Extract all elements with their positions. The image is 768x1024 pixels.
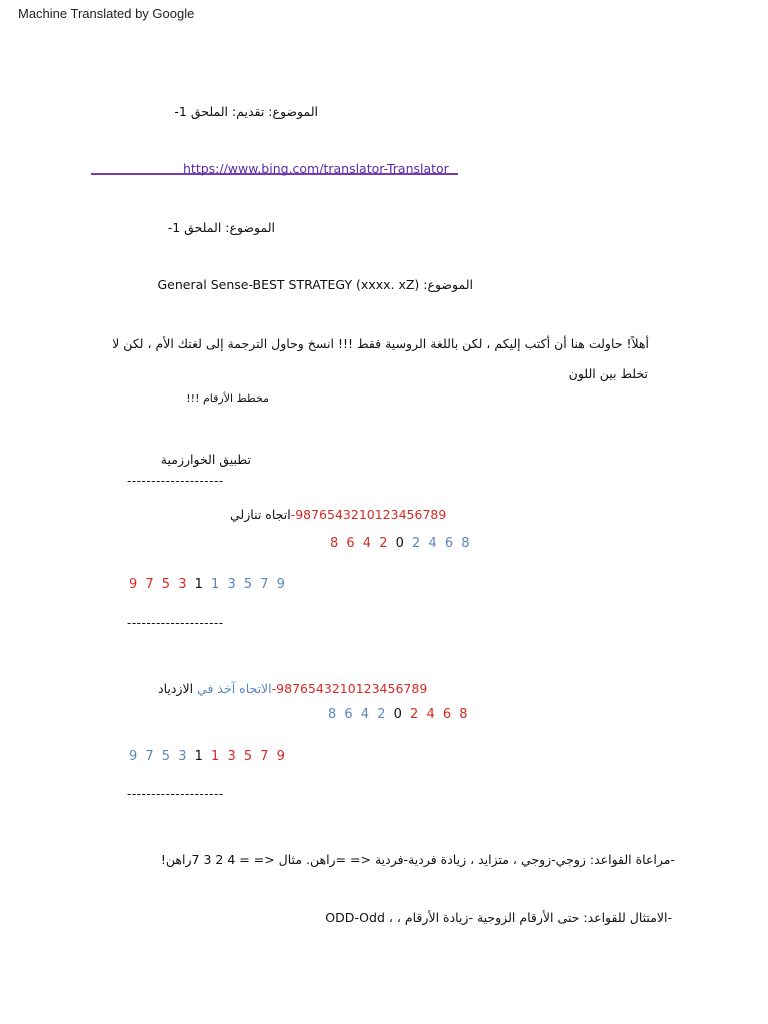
machine-translated-header: Machine Translated by Google — [18, 6, 195, 21]
separator-1: -------------------- — [127, 474, 224, 488]
rules-compliance: -الامتثال للقواعد: حتى الأرقام الزوجية -زيادة الأرقام ، ، ODD-Odd — [325, 910, 672, 925]
inc-even-left: 8 6 4 2 — [328, 707, 388, 722]
dec-even-left: 8 6 4 2 — [330, 536, 390, 551]
dec-even-zero: 0 — [395, 536, 406, 551]
decreasing-even-row — [330, 536, 472, 551]
dec-odd-left: 9 7 5 3 — [129, 577, 189, 592]
increasing-sequence: -9876543210123456789 — [271, 681, 428, 696]
subject-appendix: الموضوع: الملحق 1- — [167, 220, 275, 235]
increasing-direction-line — [158, 681, 427, 696]
dec-odd-right: 1 3 5 7 9 — [211, 577, 287, 592]
increasing-even-row — [328, 707, 470, 722]
inc-odd-right: 1 3 5 7 9 — [211, 749, 287, 764]
inc-even-right: 2 4 6 8 — [410, 707, 470, 722]
decreasing-odd-row — [129, 577, 287, 592]
increasing-label-colored: الاتجاه آخذ في — [197, 681, 272, 696]
separator-3: -------------------- — [127, 787, 224, 801]
greeting-line-2: تخلط بين اللون — [568, 366, 648, 381]
increasing-odd-row — [129, 749, 287, 764]
decreasing-direction-line — [230, 507, 446, 522]
inc-even-zero: 0 — [393, 707, 404, 722]
subject-strategy: الموضوع: General Sense-BEST STRATEGY (xxxx. xZ) — [157, 277, 473, 292]
rules-observe: -مراعاة القواعد: زوجي-زوجي ، متزايد ، زيادة فردية-فردية <= =راهن. مثال <= = 4 2 3 7راهن! — [160, 852, 675, 867]
separator-2: -------------------- — [127, 616, 224, 630]
decreasing-sequence: -9876543210123456789 — [290, 507, 447, 522]
translator-link[interactable]: https://www.bing.com/translator-Translator — [183, 161, 449, 176]
greeting-line-1: أهلاً! حاولت هنا أن أكتب إليكم ، لكن باللغة الروسية فقط !!! انسخ وحاول الترجمة إلى لغتك الأم ، لكن لا — [112, 336, 649, 351]
inc-odd-one: 1 — [194, 749, 205, 764]
increasing-label-plain: الازدياد — [158, 681, 194, 696]
diagram-note: مخطط الأرقام !!! — [186, 392, 269, 405]
inc-odd-left: 9 7 5 3 — [129, 749, 189, 764]
algorithm-title: تطبيق الخوارزمية — [160, 452, 251, 467]
dec-odd-one: 1 — [194, 577, 205, 592]
decreasing-label: اتجاه تنازلي — [230, 507, 291, 522]
subject-intro: الموضوع: تقديم: الملحق 1- — [174, 104, 318, 119]
dec-even-right: 2 4 6 8 — [412, 536, 472, 551]
